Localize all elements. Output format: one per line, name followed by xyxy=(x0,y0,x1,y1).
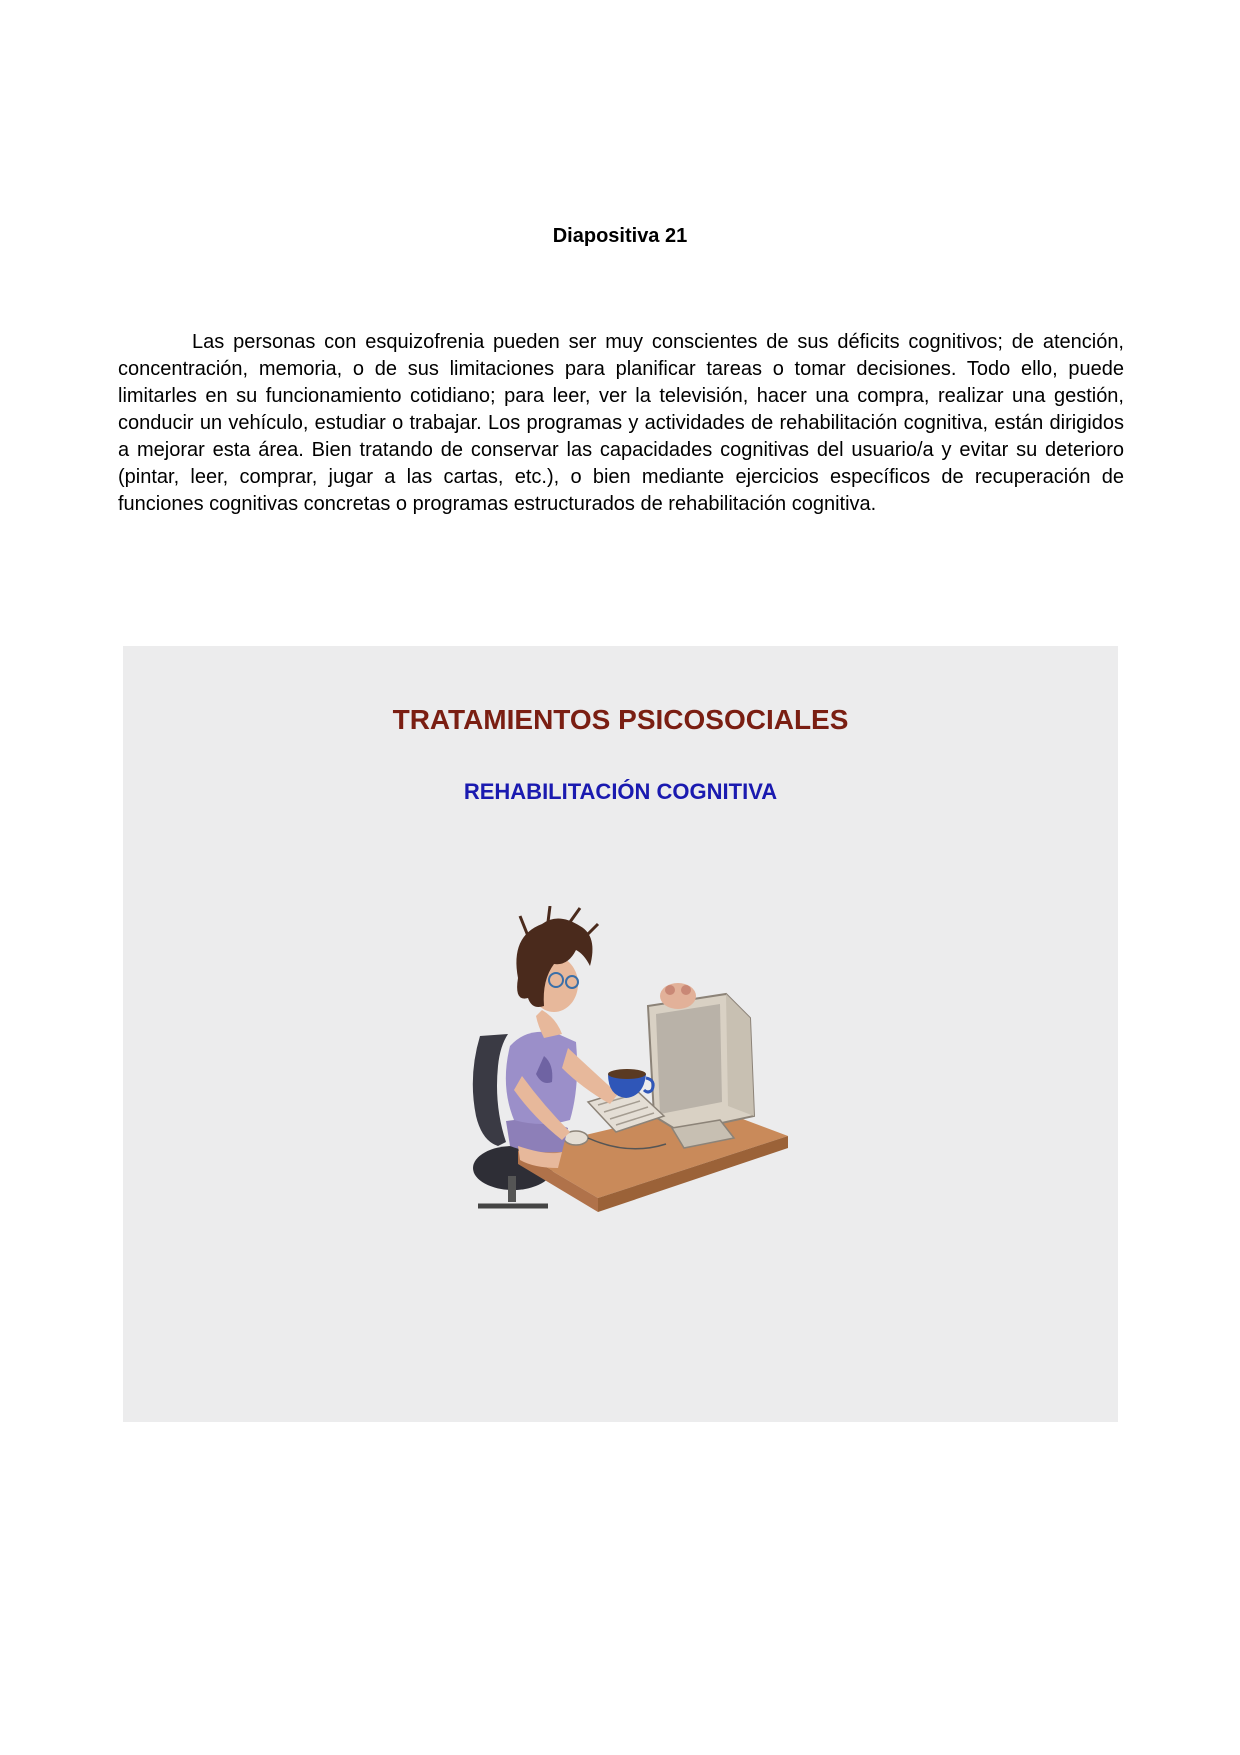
woman-figure xyxy=(506,906,618,1168)
woman-at-computer-illustration xyxy=(458,906,798,1226)
slide-subtitle: REHABILITACIÓN COGNITIVA xyxy=(463,779,778,804)
toy-figure xyxy=(660,983,696,1009)
slide-title: TRATAMIENTOS PSICOSOCIALES xyxy=(392,704,849,735)
slide-panel xyxy=(123,646,1118,1422)
page-heading: Diapositiva 21 xyxy=(552,225,688,247)
body-paragraph: Las personas con esquizofrenia pueden ser muy conscientes de sus déficits cognitivos; de atención, concentración, memoria, o de sus limitaciones para planificar tareas o tomar decisiones. Todo ello, puede limitarles en su funcionamiento cotidiano; para leer, ver la televisión, hacer una compra, realizar una gestión, conducir un vehículo, estudiar o trabajar. Los programas y actividades de rehabilitación cognitiva, están dirigidos a mejorar esta área. Bien tratando de conservar las capacidades cognitivas del usuario/a y evitar su deterioro (pintar, leer, comprar, jugar a las cartas, etc.), o bien mediante ejercicios específicos de recuperación de funciones cognitivas concretas o programas estructurados de rehabilitación cognitiva. xyxy=(118,331,1124,515)
